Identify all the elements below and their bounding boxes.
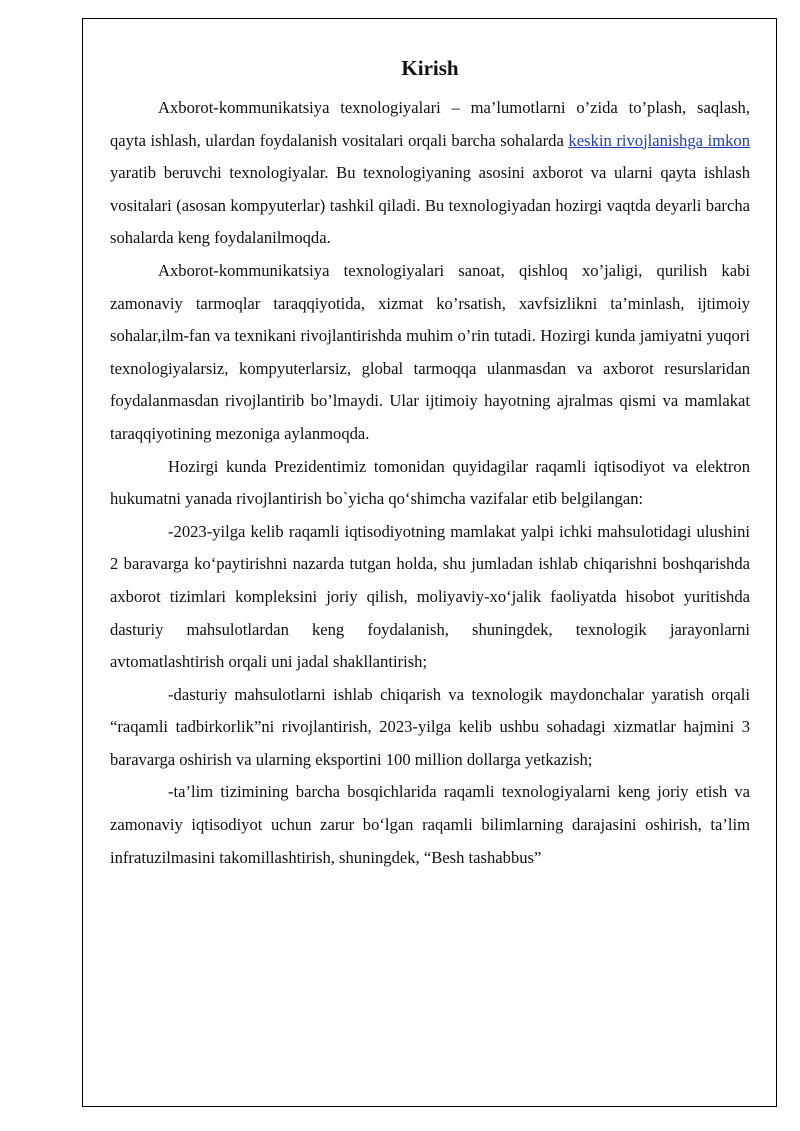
document-body [110, 50, 750, 874]
paragraph-president-tasks: Hozirgi kunda Prezidentimiz tomonidan quyidagilar raqamli iqtisodiyot va elektron hukumatni yanada rivojlantirish bo`yicha qo‘shimcha vazifalar etib belgilangan: [110, 456, 750, 509]
paragraph-intro [110, 92, 750, 255]
paragraph-intro-text-a: Axborot-kommunikatsiya texnologiyalari – ma’lumotlarni o’zida to’plash, saqlash, qayta ishlash, ulardan foydalanish vositalari orqali barcha sohalarda [110, 98, 750, 150]
list-item-digital-entrepreneurship: -dasturiy mahsulotlarni ishlab chiqarish va texnologik maydonchalar yaratish orqali “raqamli tadbirkorlik”ni rivojlantirish, 2023-yilga kelib ushbu sohadagi xizmatlar hajmini 3 baravarga oshirish va ularning eksportini 100 million dollarga yetkazish; [110, 684, 750, 769]
page-title: Kirish [401, 56, 459, 80]
paragraph-intro-text-b: yaratib beruvchi texnologiyalar. Bu texnologiyaning asosini axborot va ularni qayta ishlash vositalari (asosan kompyuterlar) tashkil qiladi. Bu texnologiyadan hozirgi vaqtda deyarli barcha sohalarda keng foydalanilmoqda. [110, 163, 750, 248]
list-item-education: -ta’lim tizimining barcha bosqichlarida raqamli texnologiyalarni keng joriy etish va zamonaviy iqtisodiyot uchun zarur bo‘lgan raqamli bilimlarning darajasini oshirish, ta’lim infratuzilmasini takomillashtirish, shuningdek, “Besh tashabbus” [110, 782, 750, 867]
hyperlink-keskin-rivojlanishga-imkon[interactable]: keskin rivojlanishga imkon [568, 130, 750, 150]
list-item-digital-economy: -2023-yilga kelib raqamli iqtisodiyotning mamlakat yalpi ichki mahsulotidagi ulushini 2 baravarga ko‘paytirishni nazarda tutgan holda, shu jumladan ishlab chiqarishni boshqarishda axborot tizimlari kompleksini joriy qilish, moliyaviy-xo‘jalik faoliyatda hisobot yuritishda dasturiy mahsulotlardan keng foydalanish, shuningdek, texnologik jarayonlarni avtomatlashtirish orqali uni jadal shakllantirish; [110, 521, 750, 672]
paragraph-ict-role: Axborot-kommunikatsiya texnologiyalari sanoat, qishloq xo’jaligi, qurilish kabi zamonaviy tarmoqlar taraqqiyotida, xizmat ko’rsatish, xavfsizlikni ta’minlash, ijtimoiy sohalar,ilm-fan va texnikani rivojlantirishda muhim o’rin tutadi. Hozirgi kunda jamiyatni yuqori texnologiyalarsiz, kompyuterlarsiz, global tarmoqqa ulanmasdan va axborot resurslaridan foydalanmasdan rivojlantirib bo’lmaydi. Ular ijtimoiy hayotning ajralmas qismi va mamlakat taraqqiyotining mezoniga aylanmoqda. [110, 260, 750, 443]
